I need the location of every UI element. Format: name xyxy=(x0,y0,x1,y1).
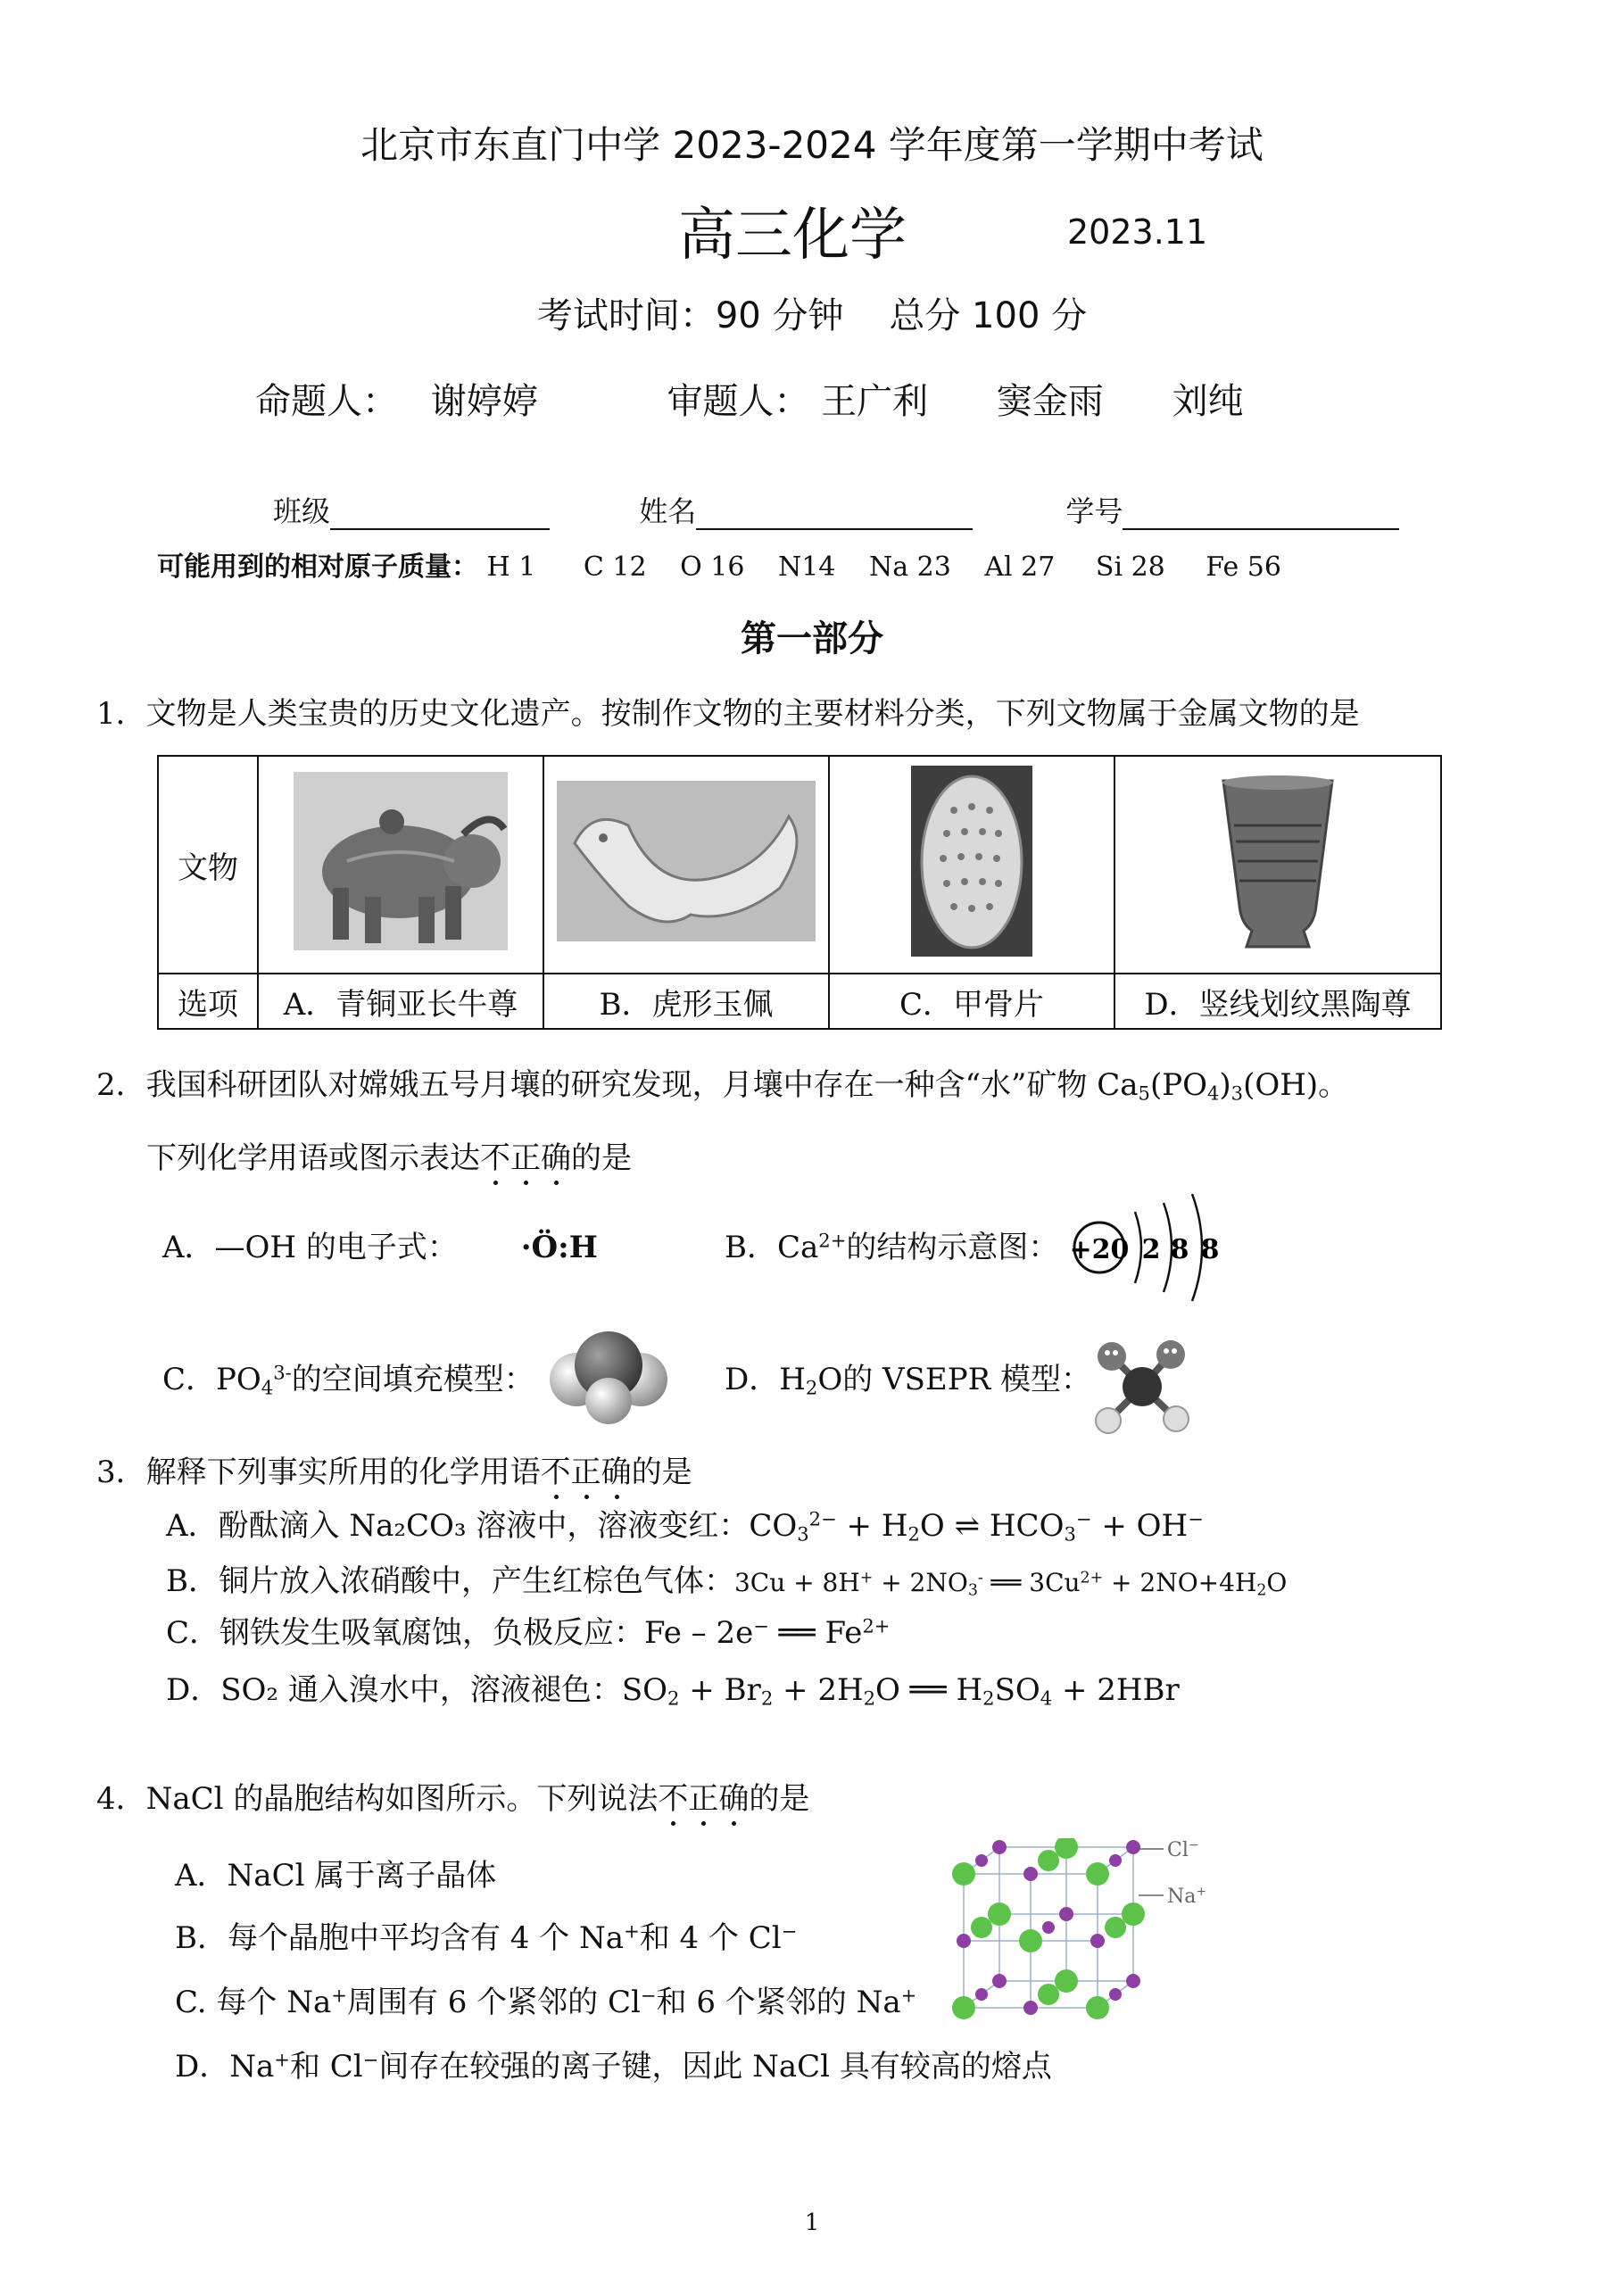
option-text: A．—OH 的电子式： xyxy=(162,1230,458,1265)
relic-image-cell xyxy=(1114,756,1441,974)
option-text: 间存在较强的离子键，因此 NaCl 具有较高的熔点 xyxy=(378,2049,1052,2085)
shell-electrons: 8 xyxy=(1200,1234,1220,1265)
water-vsepr-model xyxy=(1089,1333,1196,1440)
question-number: 2． xyxy=(96,1067,146,1103)
sodium-ion xyxy=(1109,1988,1122,2001)
legend-chloride-label: Cl xyxy=(1167,1839,1189,1861)
svg-text:Na+: Na+ xyxy=(1167,1885,1207,1908)
nacl-unit-cell-diagram xyxy=(946,1838,1231,2035)
sodium-ion xyxy=(1090,1934,1105,1948)
option-text: 的 VSEPR 模型： xyxy=(842,1362,1091,1397)
sodium-ion xyxy=(992,1974,1007,1988)
atomic-mass-label: 可能用到的相对原子质量： xyxy=(157,551,478,583)
bronze-ox-zun-image xyxy=(294,772,508,950)
equation-c: Fe – 2e− ══ $Fe^{2+}$ xyxy=(644,1614,891,1651)
question-text: NaCl 的晶胞结构如图所示。下列说法 xyxy=(145,1781,659,1817)
sodium-ion xyxy=(1023,1867,1038,1881)
authors-line xyxy=(255,373,1244,424)
chloride-ion xyxy=(1055,1969,1078,1993)
question-4-stem xyxy=(96,1779,809,1819)
question-2-stem-line2 xyxy=(146,1139,632,1178)
q3-option-c[interactable] xyxy=(166,1613,890,1653)
student-id-blank[interactable] xyxy=(1123,501,1399,530)
sodium-ion xyxy=(957,1934,971,1948)
chloride-ion xyxy=(1055,1838,1078,1859)
total-score: 总分 100 分 xyxy=(889,295,1088,336)
sodium-ion xyxy=(975,1854,988,1867)
q4-option-a[interactable]: A．NaCl 属于离子晶体 xyxy=(175,1858,497,1894)
question-text: 的是 xyxy=(571,1140,632,1176)
svg-text:Cl−: Cl− xyxy=(1167,1838,1199,1861)
emphasis-not-correct: 不正确 xyxy=(480,1140,571,1176)
sodium-ion xyxy=(992,1840,1007,1854)
atomic-mass-item: N14 xyxy=(777,551,836,583)
option-text: A．酚酞滴入 Na₂CO₃ 溶液中，溶液变红： xyxy=(166,1508,750,1544)
question-text: 的是 xyxy=(631,1455,692,1490)
q4-option-b[interactable]: B．每个晶胞中平均含有 4 个 Na+和 4 个 Cl− xyxy=(175,1919,798,1956)
emphasis-not-correct: 不正确 xyxy=(658,1781,750,1817)
legend-sodium-label: Na xyxy=(1167,1886,1197,1908)
option-text: 的结构示意图： xyxy=(846,1230,1059,1265)
atomic-mass-item: Na 23 xyxy=(868,551,951,583)
option-b[interactable]: B．虎形玉佩 xyxy=(543,974,829,1029)
chloride-ion xyxy=(952,1996,975,2019)
calcium-ion-structure-diagram xyxy=(1067,1187,1228,1308)
question-number: 1． xyxy=(96,696,146,732)
relic-image-cell xyxy=(258,756,543,974)
equation-b: $3Cu + 8H^+ + 2NO_3^-$ ══ $3Cu^{2+} + 2NO+4H_2O$ xyxy=(733,1568,1288,1600)
nucleus-charge: +20 xyxy=(1069,1234,1130,1265)
chloride-ion xyxy=(952,1862,975,1886)
oracle-bone-image xyxy=(911,766,1032,957)
option-text: C. 每个 Na xyxy=(175,1985,332,2020)
atomic-mass-line xyxy=(157,544,1281,584)
atomic-mass-item: O 16 xyxy=(680,551,745,583)
option-text: C．钢铁发生吸氧腐蚀，负极反应： xyxy=(166,1615,645,1651)
question-1-stem xyxy=(96,694,1360,734)
q2-option-d[interactable]: D．$H_2O$的 VSEPR 模型： xyxy=(725,1362,1091,1399)
equation-d: $SO_2 + Br_2 + 2H_2O$ ══ $H_2SO_4 + 2HBr$ xyxy=(621,1672,1180,1710)
chloride-ion xyxy=(1038,1984,1059,2005)
q3-option-a[interactable] xyxy=(166,1506,1204,1546)
black-pottery-zun-image xyxy=(1211,772,1345,950)
atomic-mass-item: Si 28 xyxy=(1095,551,1165,583)
q4-option-d[interactable]: D．Na+和 Cl−间存在较强的离子键，因此 NaCl 具有较高的熔点 xyxy=(175,2048,1052,2085)
author-label: 命题人： xyxy=(255,381,398,422)
question-text: 解释下列事实所用的化学用语 xyxy=(145,1455,541,1490)
sodium-ion xyxy=(1059,1907,1073,1921)
option-text: B．每个晶胞中平均含有 4 个 Na xyxy=(175,1920,625,1956)
option-c[interactable]: C．甲骨片 xyxy=(829,974,1114,1029)
relic-image-cell xyxy=(829,756,1114,974)
sodium-ion xyxy=(1126,1974,1140,1988)
atomic-mass-item: C 12 xyxy=(583,551,647,583)
phosphate-space-filling-model xyxy=(546,1326,671,1424)
question-text: 文物是人类宝贵的历史文化遗产。按制作文物的主要材料分类，下列文物属于金属文物的是 xyxy=(145,696,1360,732)
option-a[interactable]: A．青铜亚长牛尊 xyxy=(258,974,543,1029)
question-text: 我国科研团队对嫦娥五号月壤的研究发现，月壤中存在一种含“水”矿物 xyxy=(145,1067,1088,1103)
option-text: 和 Cl xyxy=(289,2049,363,2085)
equation-a: $CO_3^{2-} + H_2O$ ⇌ $HCO_3^- + OH^-$ xyxy=(749,1507,1204,1546)
name-blank[interactable] xyxy=(696,501,973,530)
exam-time-line xyxy=(0,287,1624,338)
chloride-ion xyxy=(1122,1902,1145,1926)
reviewer-name: 窦金雨 xyxy=(996,381,1104,422)
chloride-ion xyxy=(988,1902,1011,1926)
author-name: 谢婷婷 xyxy=(430,381,538,422)
student-info-row xyxy=(273,489,1399,530)
sodium-ion xyxy=(1126,1840,1140,1854)
chloride-ion xyxy=(971,1917,992,1938)
relic-image-cell xyxy=(543,756,829,974)
question-number: 3． xyxy=(96,1455,146,1490)
emphasis-not-correct: 不正确 xyxy=(540,1455,632,1490)
class-label: 班级 xyxy=(273,494,331,528)
sodium-ion xyxy=(975,1988,988,2001)
sodium-ion xyxy=(1109,1854,1122,1867)
q3-option-b[interactable] xyxy=(166,1562,1287,1603)
q3-option-d[interactable] xyxy=(166,1670,1180,1710)
q2-option-b[interactable]: B．$Ca^{2+}$的结构示意图： xyxy=(725,1229,1059,1265)
chloride-ion xyxy=(1019,1929,1042,1952)
reviewer-name: 刘纯 xyxy=(1172,381,1244,422)
question-text: 下列化学用语或图示表达 xyxy=(146,1140,480,1176)
chloride-ion xyxy=(1105,1917,1126,1938)
question-text: 的是 xyxy=(749,1781,810,1817)
question-number: 4． xyxy=(96,1781,146,1817)
atomic-mass-item: Fe 56 xyxy=(1206,551,1281,583)
question-3-stem xyxy=(96,1453,692,1492)
q2-option-c[interactable]: C．$PO_4^{3-}$的空间填充模型： xyxy=(162,1361,534,1399)
q4-option-c[interactable]: C. 每个 Na+周围有 6 个紧邻的 Cl−和 6 个紧邻的 Na+ xyxy=(175,1984,917,2020)
reviewer-label: 审题人： xyxy=(667,381,810,422)
sodium-ion xyxy=(1042,1921,1055,1934)
class-blank[interactable] xyxy=(330,501,550,530)
q2-option-a[interactable] xyxy=(162,1228,598,1267)
option-row-label: 选项 xyxy=(158,974,258,1029)
option-d[interactable]: D．竖线划纹黑陶尊 xyxy=(1114,974,1441,1029)
option-text: D．SO₂ 通入溴水中，溶液褪色： xyxy=(166,1672,622,1708)
section-title: 第一部分 xyxy=(741,618,883,659)
chloride-ion xyxy=(1038,1850,1059,1871)
atomic-mass-item: Al 27 xyxy=(984,551,1056,583)
exam-school-line: 北京市东直门中学 2023-2024 学年度第一学期中考试 xyxy=(360,123,1264,167)
shell-electrons: 2 xyxy=(1141,1234,1161,1265)
page-number: 1 xyxy=(804,2209,820,2236)
exam-time: 考试时间：90 分钟 xyxy=(536,295,844,336)
sodium-ion xyxy=(1023,2001,1038,2015)
chloride-ion xyxy=(1086,1996,1109,2019)
option-text: 和 4 个 Cl xyxy=(639,1920,782,1956)
option-text: D．Na xyxy=(175,2049,275,2085)
option-text: B．铜片放入浓硝酸中，产生红棕色气体： xyxy=(166,1563,734,1599)
mineral-formula: $Ca_5(PO_4)_3(OH)$。 xyxy=(1097,1067,1349,1105)
relic-row-label: 文物 xyxy=(158,756,258,974)
option-text: 和 6 个紧邻的 Na xyxy=(656,1985,901,2020)
reviewer-name: 王广利 xyxy=(821,381,929,422)
subject-title: 高三化学 xyxy=(678,203,907,269)
tiger-jade-pendant-image xyxy=(557,781,816,941)
exam-date: 2023.11 xyxy=(1067,212,1208,252)
chloride-ion xyxy=(1086,1862,1109,1886)
hydroxyl-electron-formula: ·Ö:H xyxy=(520,1230,598,1265)
shell-electrons: 8 xyxy=(1170,1234,1189,1265)
name-label: 姓名 xyxy=(639,494,697,528)
option-text: 周围有 6 个紧邻的 Cl xyxy=(346,1985,641,2020)
question-2-stem xyxy=(96,1065,1348,1105)
option-text: 的空间填充模型： xyxy=(291,1362,534,1397)
relics-table xyxy=(157,755,1442,1030)
student-id-label: 学号 xyxy=(1065,494,1123,528)
atomic-mass-item: H 1 xyxy=(486,551,536,583)
